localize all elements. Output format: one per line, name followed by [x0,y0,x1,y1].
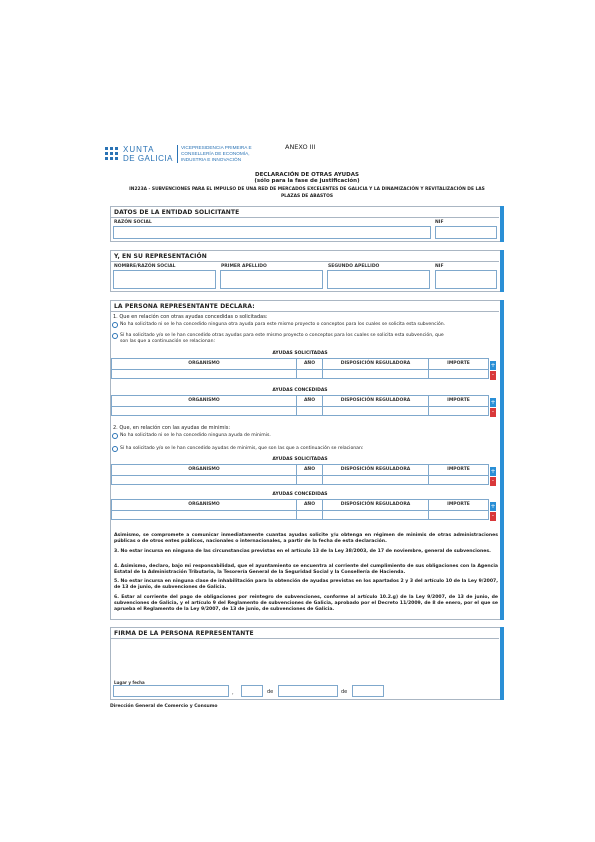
table-row-input[interactable] [111,510,297,520]
add-row-button[interactable]: + [490,468,496,475]
repr-nif-field[interactable] [435,270,497,289]
remove-row-button[interactable]: - [491,408,495,415]
logo-line1: XUNTA [123,145,155,154]
entidad-nif-label: NIF [435,220,444,225]
footer-text: Dirección General de Comercio y Consumo [110,704,218,709]
razon-social-field[interactable] [113,226,431,239]
section-rule [111,311,499,312]
de-separator-1: de [267,689,274,695]
q2-option-si: Sí ha solicitado y/o se le han concedido ayudas de minimis, que son las que a continuación se relacionan: [120,446,364,451]
anio-field[interactable] [352,685,384,697]
lugar-field[interactable] [113,685,229,697]
declara-title: LA PERSONA REPRESENTANTE DECLARA: [114,303,255,310]
repr-nif-label: NIF [435,264,444,269]
doc-title-note: (sólo para la fase de justificación) [254,178,360,184]
entidad-section [110,206,504,242]
add-row-button[interactable]: + [490,399,496,406]
remove-row-button[interactable]: - [491,512,495,519]
col-disposicion: DISPOSICIÓN REGULADORA [322,395,429,407]
col-anio: AÑO [296,395,323,407]
table-caption: AYUDAS CONCEDIDAS [272,492,328,497]
col-disposicion: DISPOSICIÓN REGULADORA [322,464,429,476]
logo-line2: DE GALICIA [123,154,173,163]
q2-solicitadas-table [111,455,489,495]
representacion-section [110,250,504,292]
section-rule [111,638,499,639]
doc-title: DECLARACIÓN DE OTRAS AYUDAS [255,172,359,178]
comma-separator: , [232,690,234,696]
apellido2-field[interactable] [327,270,430,289]
entidad-nif-field[interactable] [435,226,497,239]
table-row-input[interactable] [322,510,429,520]
mes-field[interactable] [278,685,338,697]
col-anio: AÑO [296,358,323,370]
xunta-cross-logo-icon [103,145,121,163]
q1-radio-no[interactable] [112,322,118,328]
table-row-input[interactable] [296,406,323,416]
section-accent-bar [500,627,504,700]
add-row-button[interactable]: + [490,362,496,369]
table-row-input[interactable] [322,475,429,485]
declaration-4: 4. Asimismo, declaro, bajo mi responsabilidad, que el ayuntamiento se encuentra al corriente del cumplimiento de sus obligaciones con la Agencia Estatal de la Administración Tributaria, la Tesorería General de la Seguridad Social y la Consellería de Hacienda. [114,564,498,576]
apellido1-field[interactable] [220,270,323,289]
col-anio: AÑO [296,464,323,476]
remove-row-button[interactable]: - [491,477,495,484]
q2-radio-si[interactable] [112,446,118,452]
col-organismo: ORGANISMO [111,358,297,370]
col-importe: IMPORTE [428,499,489,511]
col-importe: IMPORTE [428,464,489,476]
apellido1-label: PRIMER APELLIDO [221,264,267,269]
col-disposicion: DISPOSICIÓN REGULADORA [322,358,429,370]
q1-concedidas-table [111,386,489,426]
add-row-button[interactable]: + [490,503,496,510]
de-separator-2: de [341,689,348,695]
razon-social-label: RAZÓN SOCIAL [114,220,152,225]
annex-label: ANEXO III [285,143,316,151]
col-importe: IMPORTE [428,358,489,370]
dept-line3: INDUSTRIA E INNOVACIÓN [181,157,242,162]
table-row-input[interactable] [322,406,429,416]
col-anio: AÑO [296,499,323,511]
q2-option-no: No ha solicitado ni se le ha concedido ninguna ayuda de minimis. [120,433,271,438]
q1-radio-si[interactable] [112,333,118,339]
remove-row-button[interactable]: - [491,371,495,378]
table-row-input[interactable] [111,369,297,379]
col-importe: IMPORTE [428,395,489,407]
section-rule [111,261,499,262]
section-accent-bar [500,206,504,242]
section-accent-bar [500,300,504,620]
table-row-input[interactable] [296,369,323,379]
table-row-input[interactable] [322,369,429,379]
logo-divider [177,145,178,163]
q1-option-no: No ha solicitado ni se le ha concedido ninguna otra ayuda para este mismo proyecto o conceptos para los cuales se solicita esta subvención. [120,322,446,327]
col-disposicion: DISPOSICIÓN REGULADORA [322,499,429,511]
table-row-input[interactable] [111,406,297,416]
doc-subtitle-1: IN223A - SUBVENCIONES PARA EL IMPULSO DE UNA RED DE MERCADOS EXCELENTES DE GALICIA Y LA DINAMIZACIÓN Y REVITALIZACIÓN DE LAS [129,187,485,192]
table-caption: AYUDAS SOLICITADAS [272,457,328,462]
lugar-fecha-label: Lugar y fecha [114,680,145,685]
dept-line2: CONSELLERÍA DE ECONOMÍA, [181,151,250,156]
nombre-label: NOMBRE/RAZÓN SOCIAL [114,264,176,269]
declaration-5: 5. No estar incursa en ninguna clase de inhabilitación para la obtención de ayudas previstas en los apartados 2 y 3 del artículo 10 de la Ley 9/2007, de 13 de junio, de subvenciones de Galicia. [114,579,498,591]
apellido2-label: SEGUNDO APELLIDO [328,264,380,269]
col-organismo: ORGANISMO [111,499,297,511]
dept-line1: VICEPRESIDENCIA PRIMEIRA E [181,145,252,150]
q1-solicitadas-table [111,349,489,389]
table-caption: AYUDAS SOLICITADAS [272,351,328,356]
col-organismo: ORGANISMO [111,395,297,407]
table-row-input[interactable] [111,475,297,485]
q2-radio-no[interactable] [112,433,118,439]
q2-concedidas-table [111,490,489,530]
q1-option-si-b: son las que a continuación se relacionan: [120,339,216,344]
table-row-input[interactable] [428,475,489,485]
declaration-6: 6. Estar al corriente del pago de obligaciones por reintegro de subvenciones, conforme al artículo 10.2.g) de la Ley 9/2007, de 13 de junio, de subvenciones de Galicia, y el artículo 9 del Reglamento de subvenciones de Galicia, aprobado por el Decreto 11/2009, de 8 de enero, por el que se aprueba el Reglamento de la Ley 9/2007, de 13 de junio, de subvenciones de Galicia. [114,595,498,613]
entidad-title: DATOS DE LA ENTIDAD SOLICITANTE [114,209,240,216]
table-caption: AYUDAS CONCEDIDAS [272,388,328,393]
doc-subtitle-2: PLAZAS DE ABASTOS [280,194,334,199]
firma-section [110,627,504,700]
table-row-input[interactable] [428,406,489,416]
table-row-input[interactable] [428,369,489,379]
section-accent-bar [500,250,504,292]
q1-option-si-a: Sí ha solicitado y/o se le han concedido otras ayudas para este mismo proyecto o conceptos para los cuales se solicita esta subvención, que [120,333,444,338]
section-rule [111,217,499,218]
nombre-field[interactable] [113,270,216,289]
q1-text: 1. Que en relación con otras ayudas concedidas o solicitadas: [113,314,268,320]
declaration-3: 3. No estar incursa en ninguna de las circunstancias previstas en el artículo 13 de la Ley 38/2003, de 17 de noviembre, general de subvenciones. [114,549,491,554]
firma-title: FIRMA DE LA PERSONA REPRESENTANTE [114,630,254,637]
asimismo-paragraph: Asimismo, se compromete a comunicar inmediatamente cuantas ayudas solicite y/u obtenga en régimen de minimis de otras administraciones públicas o de otros entes públicos, nacionales o internacionales, a partir de la fecha de esta declaración. [114,533,498,545]
table-row-input[interactable] [296,510,323,520]
col-organismo: ORGANISMO [111,464,297,476]
table-row-input[interactable] [296,475,323,485]
xunta-logo [103,145,273,165]
table-row-input[interactable] [428,510,489,520]
q2-text: 2. Que, en relación con las ayudas de minimis: [113,425,231,431]
representacion-title: Y, EN SU REPRESENTACIÓN [114,253,207,260]
dia-field[interactable] [241,685,263,697]
